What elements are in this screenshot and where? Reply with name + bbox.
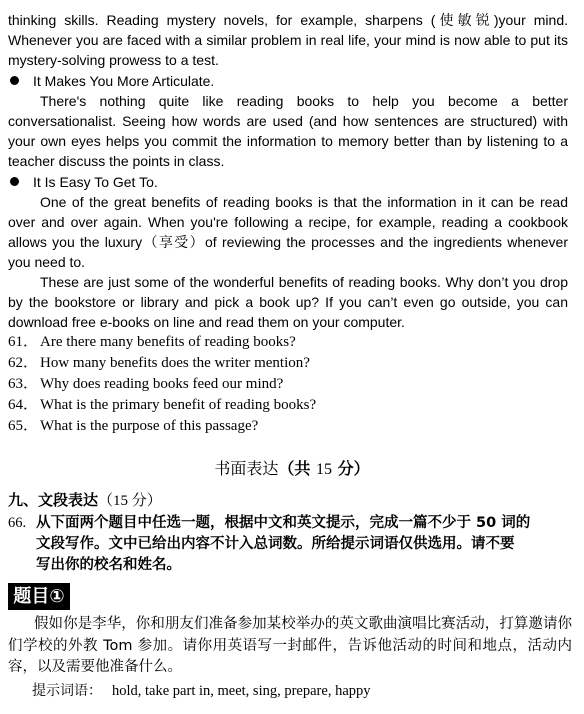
- bullet-point-articulate: [8, 71, 568, 91]
- section-score: 15: [316, 461, 332, 478]
- bullet-dot-icon: [10, 177, 19, 186]
- hint-label: 提示词语：: [32, 683, 102, 699]
- question-text: Are there many benefits of reading books?: [40, 334, 296, 350]
- bullet-text: It Makes You More Articulate.: [33, 73, 215, 89]
- question-64: [8, 395, 568, 416]
- question-number: 62．: [8, 355, 39, 371]
- passage-paragraph-4: These are just some of the wonderful benefits of reading books. Why don’t you drop by the bookstore or library and pick a book up? If you can’t even go outside, you can download free e-books on line and read them on your computer.: [8, 274, 568, 330]
- passage-paragraph-1: thinking skills. Reading mystery novels, for example, sharpens (使敏锐)your mind. Whenever you are faced with a similar problem in real life, your mind is now able to put its mystery-solving prowess to a test.: [8, 12, 568, 68]
- bullet-text: It Is Easy To Get To.: [33, 174, 158, 190]
- question-number: 64．: [8, 397, 39, 413]
- question-number: 61．: [8, 334, 39, 350]
- hint-words-list: hold, take part in, meet, sing, prepare, happy: [112, 683, 371, 699]
- question-text: What is the purpose of this passage?: [40, 418, 259, 434]
- task-number: 66.: [8, 515, 27, 531]
- section-title-text: 书面表达: [214, 459, 279, 478]
- part-heading-text: 九、文段表达: [8, 491, 99, 509]
- topic-label-badge: 题目①: [8, 583, 70, 610]
- section-paren-open: （共: [278, 459, 316, 478]
- question-text: Why does reading books feed our mind?: [40, 376, 284, 392]
- part-heading: [8, 490, 162, 511]
- topic-description: 假如你是李华，你和朋友们准备参加某校举办的英文歌曲演唱比赛活动，打算邀请你们学校的外教 Tom 参加。请你用英语写一封邮件，告诉他活动的时间和地点，活动内容，以及需要他准备什么。: [8, 616, 572, 675]
- task-line-3: 写出你的校名和姓名。: [36, 557, 181, 573]
- question-number: 63．: [8, 376, 39, 392]
- bullet-dot-icon: [10, 76, 19, 85]
- question-text: How many benefits does the writer mention?: [40, 355, 310, 371]
- question-number: 65．: [8, 418, 39, 434]
- bullet-point-easy: [8, 172, 568, 192]
- question-62: [8, 353, 568, 374]
- task-line-2: 文段写作。文中已给出内容不计入总词数。所给提示词语仅供选用。请不要: [36, 536, 515, 552]
- hint-words: [32, 681, 371, 701]
- passage-paragraph-3: One of the great benefits of reading books is that the information in it can be read over and over again. When you're following a recipe, for example, reading a cookbook allows you the luxury（享受）of reviewing the processes and the ingredients whenever you need to.: [8, 194, 568, 270]
- question-61: [8, 332, 568, 353]
- part-score: （15 分）: [98, 493, 162, 509]
- question-65: [8, 416, 568, 437]
- passage-paragraph-2: There's nothing quite like reading books to help you become a better conversationalist. Seeing how words are used (and how sentences are structured) with your own eyes helps you commit the information to memory better than by listening to a teacher discuss the points in class.: [8, 93, 568, 169]
- question-63: [8, 374, 568, 395]
- task-line-1: 从下面两个题目中任选一题，根据中文和英文提示，完成一篇不少于 50 词的: [36, 515, 531, 531]
- section-title-writing: [0, 458, 584, 481]
- writing-task-instructions: [8, 513, 570, 576]
- section-paren-close: 分）: [332, 459, 370, 478]
- question-text: What is the primary benefit of reading books?: [40, 397, 317, 413]
